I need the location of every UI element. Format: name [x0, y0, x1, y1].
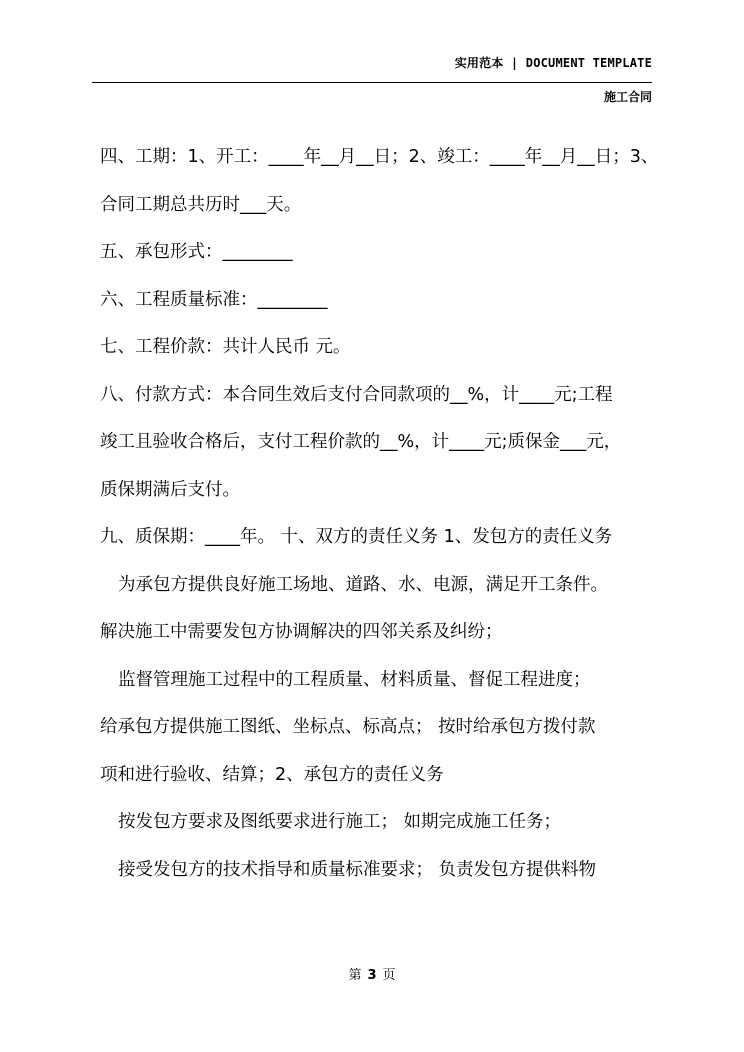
body-line: 按发包方要求及图纸要求进行施工； 如期完成施工任务；	[118, 812, 562, 832]
body-line: 给承包方提供施工图纸、坐标点、标高点； 按时给承包方拨付款	[100, 717, 596, 737]
header-subtitle: 施工合同	[603, 90, 652, 104]
body-line: 六、工程质量标准：________	[100, 289, 328, 310]
body-line: 接受发包方的技术指导和质量标准要求； 负责发包方提供料物	[118, 859, 597, 880]
body-line: 五、承包形式：________	[100, 242, 293, 262]
body-line: 竣工且验收合格后，支付工程价款的__%，计____元;质保金___元，	[100, 432, 622, 452]
body-line: 七、工程价款：共计人民币 元。	[100, 337, 351, 357]
body-line: 项和进行验收、结算；2、承包方的责任义务	[100, 764, 444, 785]
body-line: 监督管理施工过程中的工程质量、材料质量、督促工程进度；	[118, 669, 591, 690]
body-line: 合同工期总共历时___天。	[100, 194, 302, 215]
contract-body	[100, 140, 660, 900]
body-line: 九、质保期：____年。 十、双方的责任义务 1、发包方的责任义务	[100, 527, 613, 547]
page-number: 3	[367, 968, 377, 983]
body-line: 质保期满后支付。	[100, 479, 240, 500]
body-line: 四、工期：1、开工：____年__月__日；2、竣工：____年__月__日；3、	[100, 147, 659, 167]
page-prefix: 第	[348, 968, 362, 983]
body-line: 八、付款方式：本合同生效后支付合同款项的__%，计____元;工程	[100, 384, 613, 405]
page-footer	[0, 964, 744, 983]
header-title: 实用范本 | DOCUMENT TEMPLATE	[454, 56, 652, 70]
page-suffix: 页	[382, 968, 396, 983]
body-line: 解决施工中需要发包方协调解决的四邻关系及纠纷；	[100, 622, 503, 642]
header-divider	[92, 82, 652, 83]
body-line: 为承包方提供良好施工场地、道路、水、电源，满足开工条件。	[118, 574, 608, 595]
